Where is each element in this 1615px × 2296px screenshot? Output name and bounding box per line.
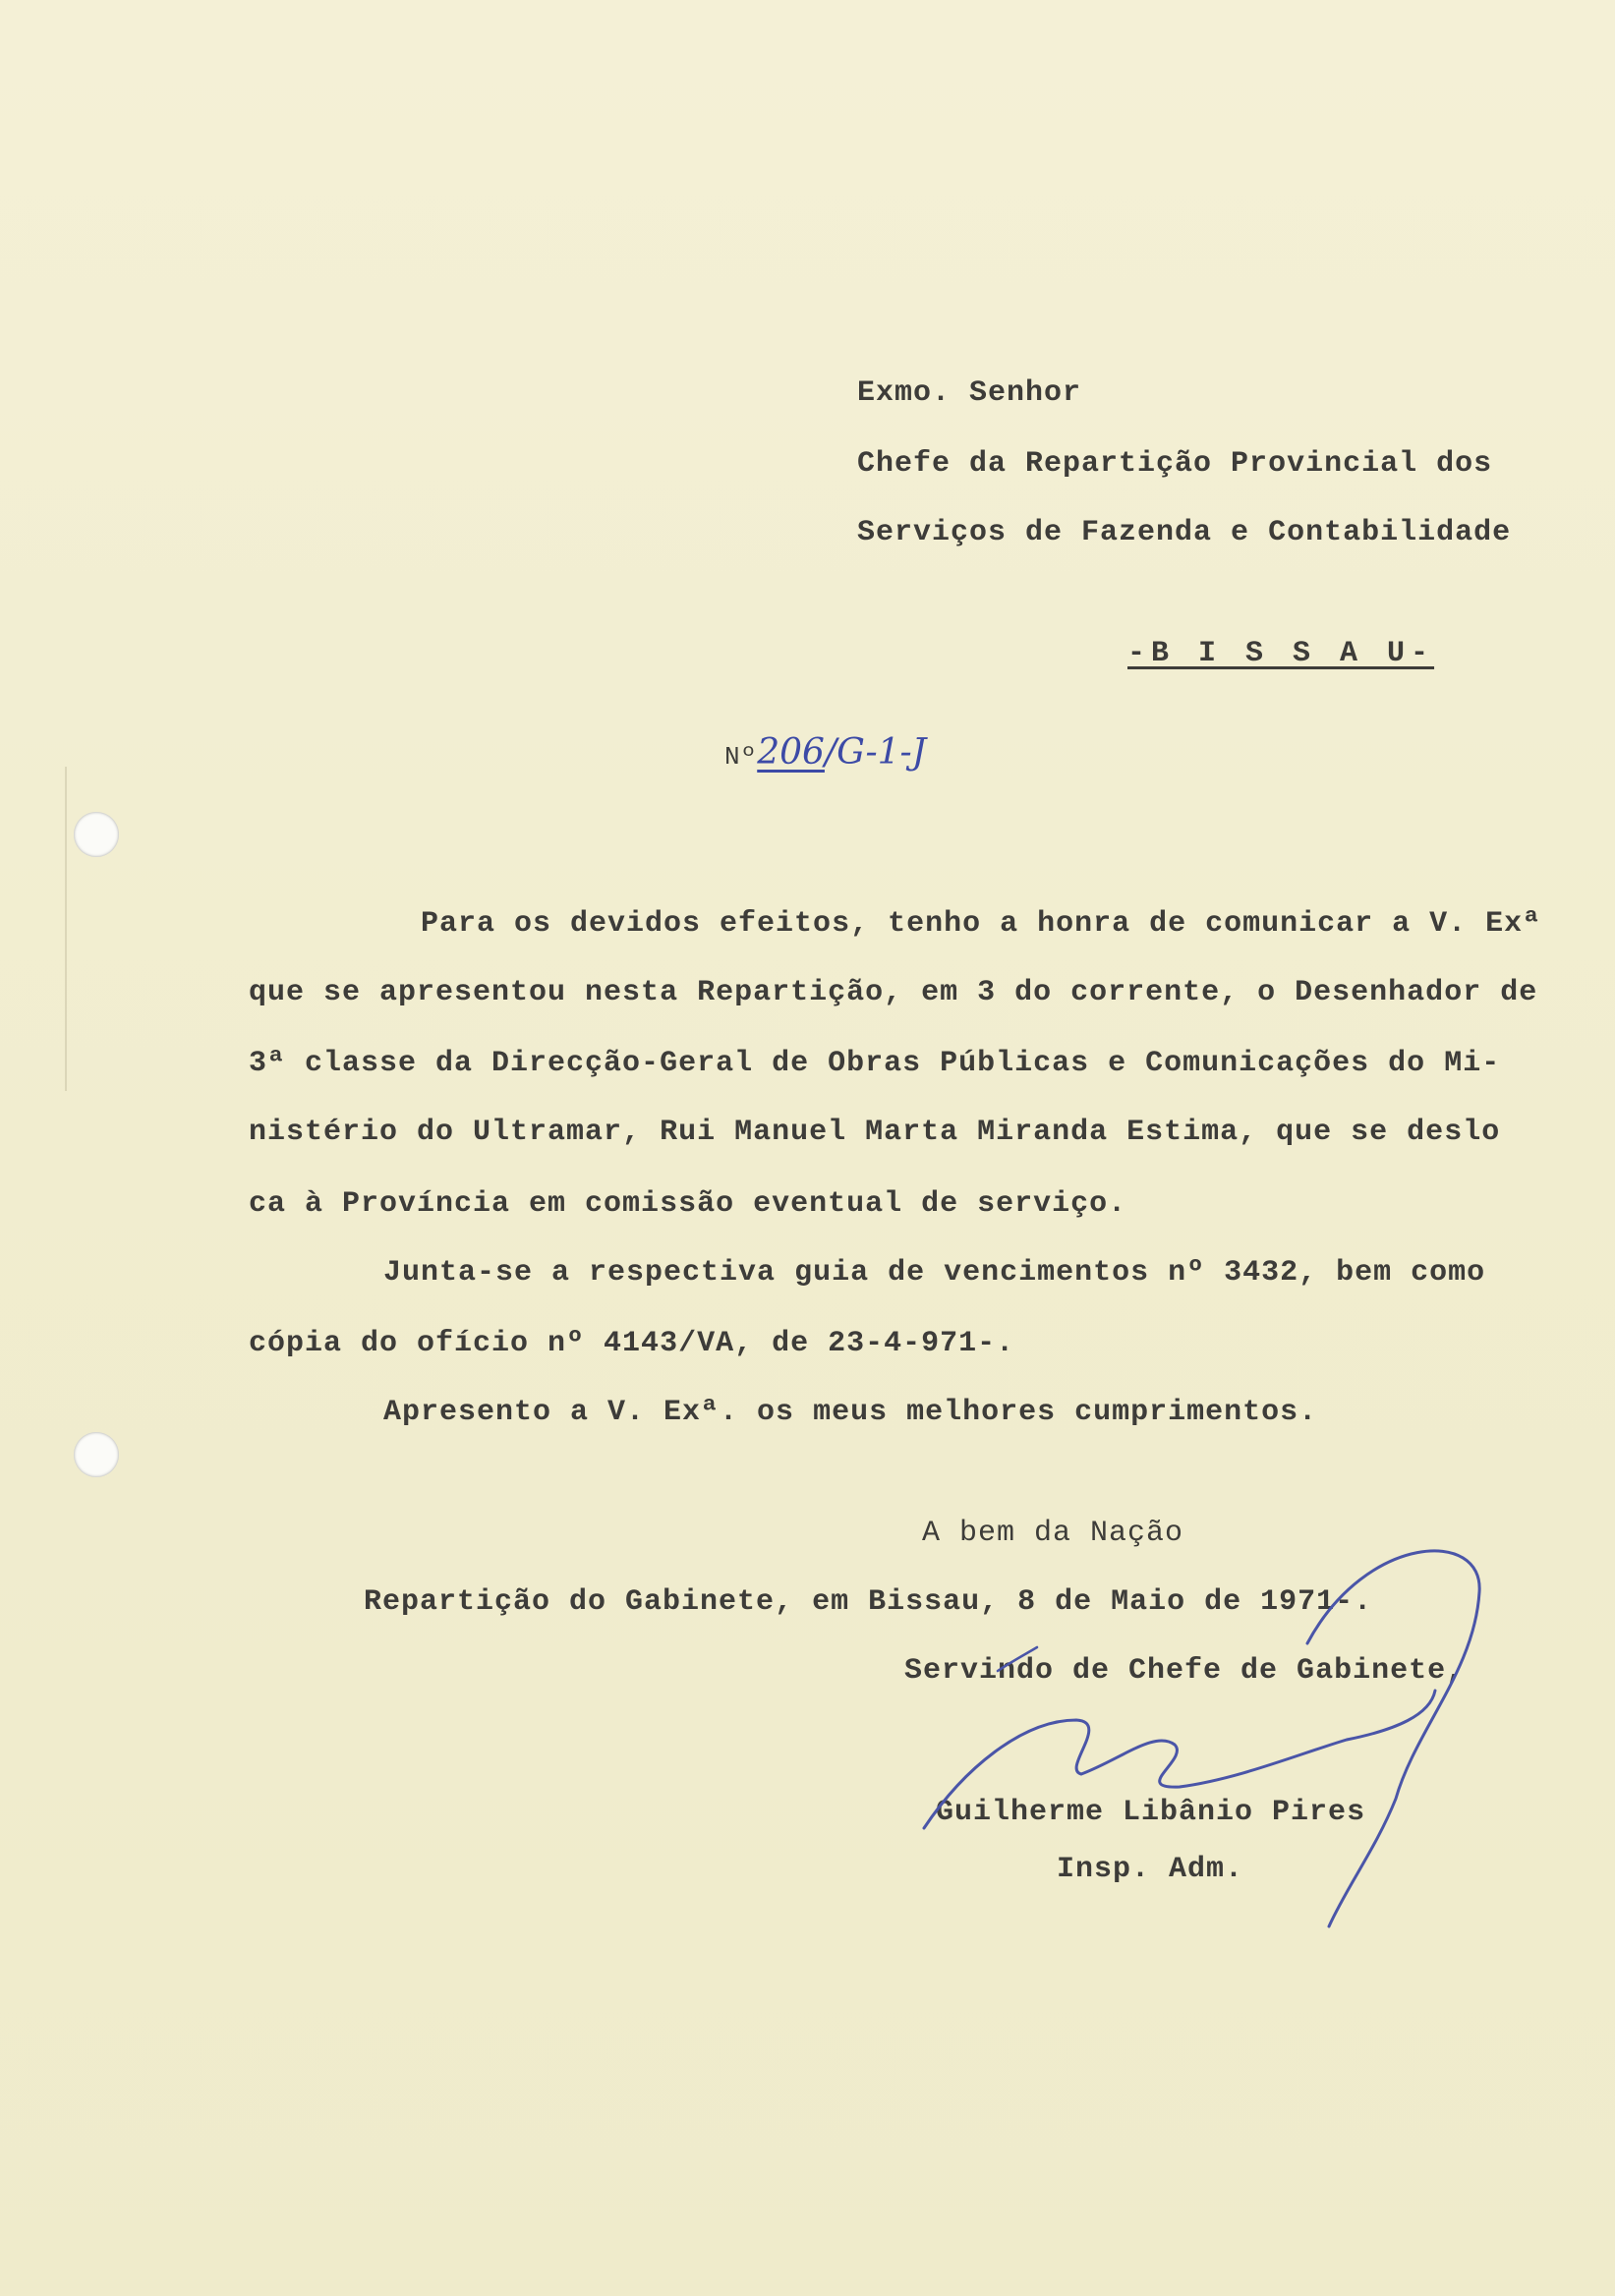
reference-number-handwritten: 206 [757,732,825,773]
body-p2-line-1: Junta-se a respectiva guia de vencimentos nº 3432, bem como [383,1256,1486,1290]
body-p1-line-5: ca à Província em comissão eventual de serviço. [249,1187,1127,1221]
paper-crease [65,767,67,1091]
signatory-title: Insp. Adm. [1057,1853,1244,1886]
body-p1-line-1: Para os devidos efeitos, tenho a honra de comunicar a V. Exª [421,907,1542,941]
punch-hole-bottom [74,1432,119,1477]
punch-hole-top [74,812,119,857]
body-p1-line-3: 3ª classe da Direcção-Geral de Obras Públicas e Comunicações do Mi- [249,1047,1501,1080]
body-p1-line-4: nistério do Ultramar, Rui Manuel Marta Miranda Estima, que se deslo [249,1116,1501,1149]
signatory-name: Guilherme Libânio Pires [936,1796,1366,1829]
recipient-line-2: Serviços de Fazenda e Contabilidade [857,516,1512,549]
reference-suffix-handwritten: /G-1-J [824,732,927,773]
recipient-line-1: Chefe da Repartição Provincial dos [857,447,1493,481]
recipient-salutation: Exmo. Senhor [857,376,1082,410]
body-p3-line-1: Apresento a V. Exª. os meus melhores cumprimentos. [383,1396,1318,1429]
recipient-city: -B I S S A U- [1127,637,1435,670]
closing-role: Servindo de Chefe de Gabinete, [904,1654,1466,1688]
reference-number [724,732,926,774]
closing-place-date: Repartição do Gabinete, em Bissau, 8 de Maio de 1971-. [364,1585,1373,1619]
closing-motto: A bem da Nação [922,1517,1184,1550]
body-p1-line-2: que se apresentou nesta Repartição, em 3 do corrente, o Desenhador de [249,976,1538,1009]
reference-prefix: Nº [724,742,758,772]
body-p2-line-2: cópia do ofício nº 4143/VA, de 23-4-971-. [249,1327,1015,1360]
